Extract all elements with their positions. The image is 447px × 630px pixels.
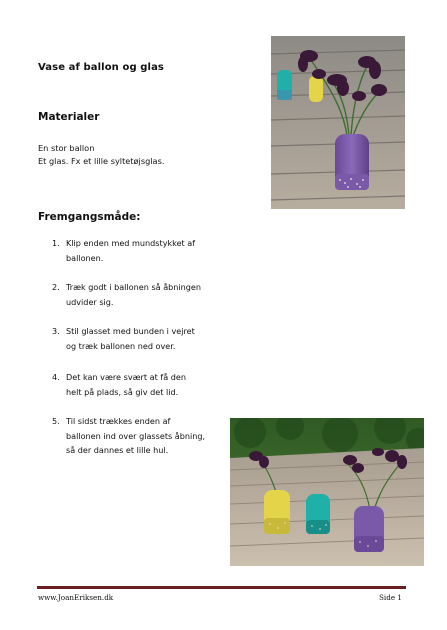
step-line: Klip enden med mundstykket af <box>66 238 196 248</box>
materials-item: En stor ballon <box>38 143 95 153</box>
step-line: helt på plads, så giv det lid. <box>66 386 179 397</box>
step-line: Til sidst trækkes enden af <box>66 416 171 426</box>
materials-heading: Materialer <box>38 111 100 123</box>
materials-list <box>38 142 164 168</box>
vase-photo-purple <box>271 36 405 209</box>
method-heading: Fremgangsmåde: <box>38 211 141 223</box>
step-item <box>52 370 242 399</box>
step-line: udvider sig. <box>66 296 114 307</box>
step-number: 2. <box>52 282 60 292</box>
footer-website: www.JoanEriksen.dk <box>38 593 114 602</box>
step-line: Stil glasset med bunden i vejret <box>66 326 195 336</box>
footer-page-number: Side 1 <box>379 593 402 602</box>
step-line: ballonen ind over glassets åbning, <box>66 430 206 441</box>
page-title: Vase af ballon og glas <box>38 62 164 73</box>
step-line: og træk ballonen ned over. <box>66 340 176 351</box>
materials-item: Et glas. Fx et lille syltetøjsglas. <box>38 156 165 166</box>
step-line: Det kan være svært at få den <box>66 372 186 382</box>
step-line: så der dannes et lille hul. <box>66 445 169 455</box>
step-item <box>52 414 242 458</box>
step-line: ballonen. <box>66 252 104 263</box>
step-number: 4. <box>52 372 60 382</box>
step-line: Træk godt i ballonen så åbningen <box>66 282 202 292</box>
step-number: 1. <box>52 238 60 248</box>
step-number: 3. <box>52 326 60 336</box>
step-number: 5. <box>52 416 60 426</box>
footer-rule <box>37 586 406 589</box>
step-item <box>52 324 242 353</box>
step-item <box>52 236 242 265</box>
step-item <box>52 280 242 309</box>
vase-photo-group <box>230 418 424 566</box>
